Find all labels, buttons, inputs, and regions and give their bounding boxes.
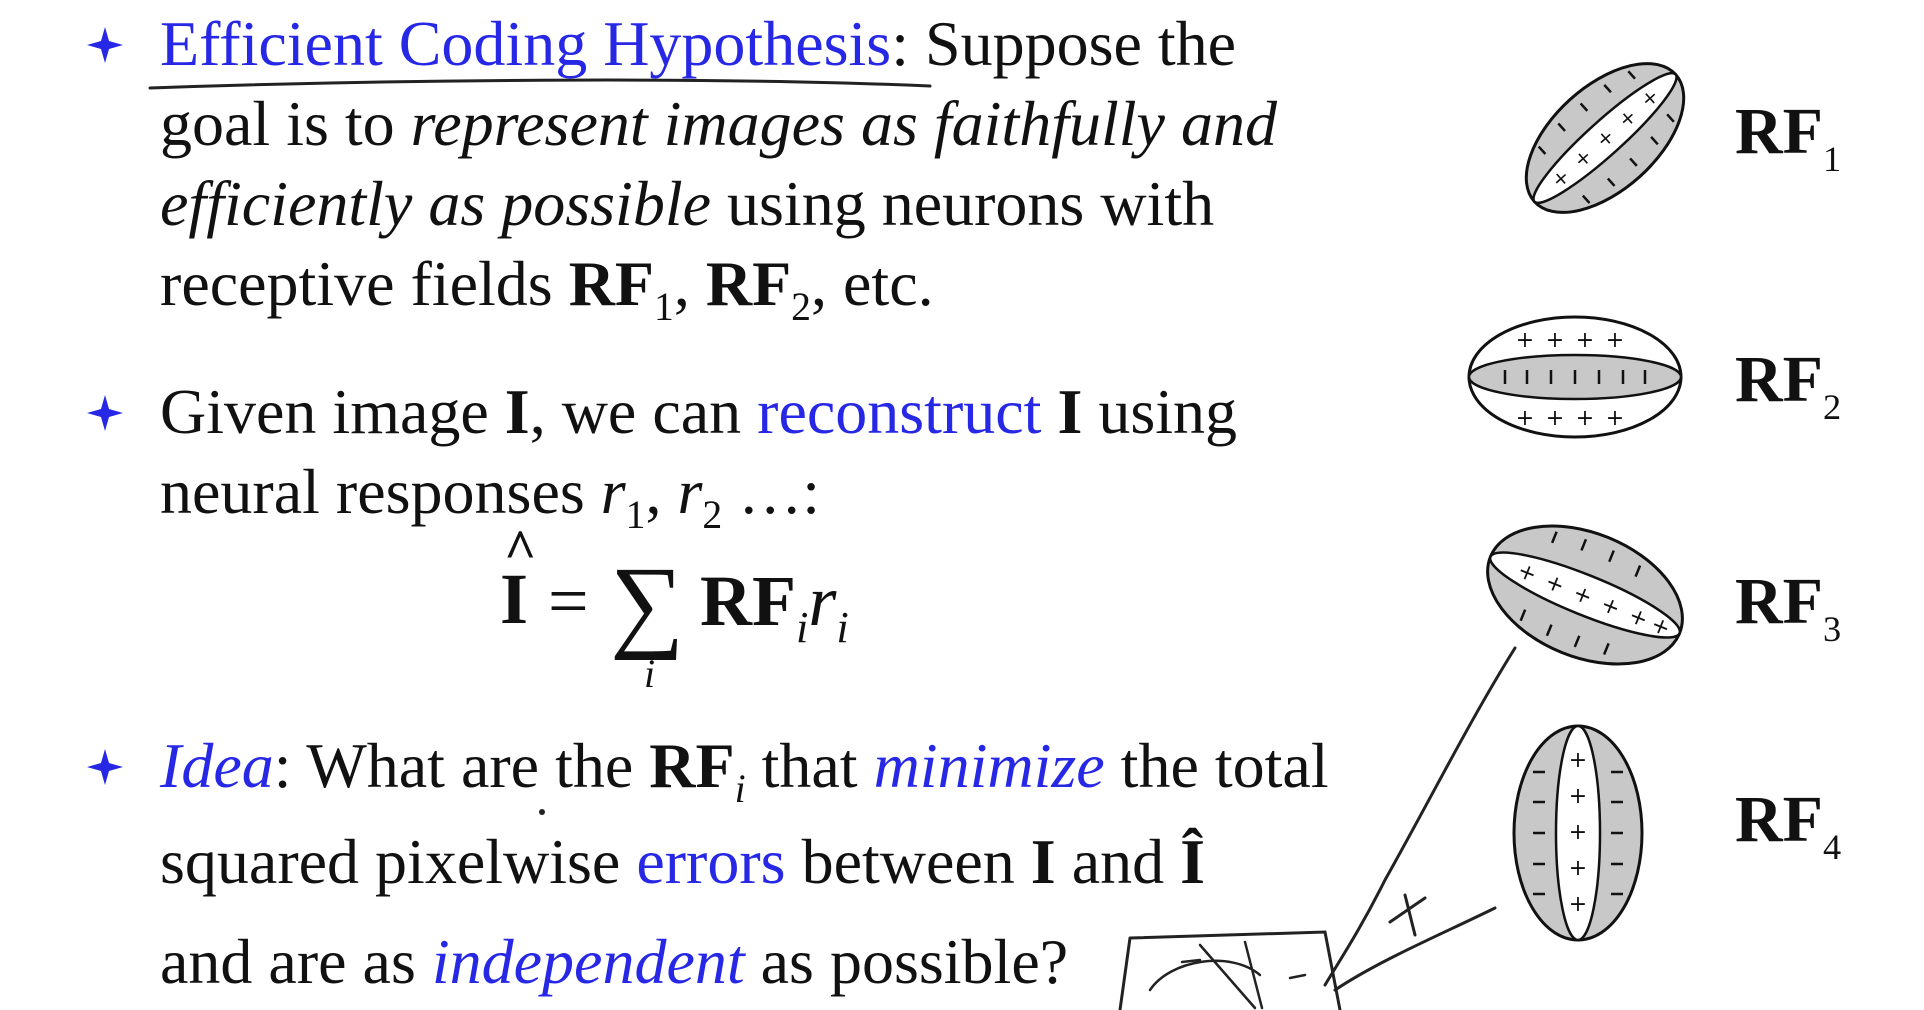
svg-text:+: +	[1568, 143, 1597, 173]
svg-text:+: +	[1597, 591, 1624, 622]
rf1-label: $RF_1$	[1735, 95, 1842, 180]
svg-text:+: +	[1545, 406, 1565, 431]
summation-symbol: ∑	[610, 546, 685, 661]
bullet2-line1: Given image I, we can reconstruct I using	[160, 376, 1238, 447]
svg-text:+: +	[1568, 820, 1588, 845]
rf3-label: $RF_3$	[1735, 565, 1842, 650]
rf2-label: $RF_2$	[1735, 343, 1842, 428]
equation-equals: =	[548, 561, 589, 641]
pointer-stroke	[1325, 648, 1515, 985]
bullet1-line3: efficiently as possible using neurons with	[160, 168, 1215, 239]
bullet1-line2: goal is to represent images as faithfully and	[160, 88, 1277, 159]
svg-text:+: +	[1624, 603, 1652, 634]
svg-text:+: +	[1575, 328, 1595, 353]
rf4-label: $RF_4$	[1735, 783, 1842, 868]
svg-text:+: +	[1590, 123, 1620, 153]
svg-text:+: +	[1647, 612, 1674, 643]
bullet1-line4: receptive fields $RF_1$, $RF_2$, etc.	[160, 248, 934, 330]
pointer-stroke-2	[1335, 908, 1495, 990]
bullet3-line1: Idea: What are the $RF_i$ that minimize the total	[160, 730, 1329, 812]
svg-text:+: +	[1569, 580, 1596, 611]
plus-sketch	[1390, 895, 1425, 935]
ink-dot	[539, 809, 545, 815]
svg-text:+: +	[1613, 103, 1642, 133]
scribble-sketch	[1150, 942, 1262, 1008]
svg-text:+: +	[1605, 328, 1625, 353]
summation-index: i	[644, 651, 656, 696]
svg-text:+: +	[1515, 406, 1535, 431]
svg-text:+: +	[1635, 83, 1664, 113]
equation-rhs: $RF_ir_i$	[700, 561, 849, 652]
equation-lhs: I	[500, 559, 529, 639]
svg-text:+: +	[1568, 892, 1588, 917]
bullet3-line3: and are as independent as possible?	[160, 926, 1069, 997]
svg-text:+: +	[1568, 748, 1588, 773]
svg-text:+: +	[1575, 406, 1595, 431]
underline-stroke	[150, 80, 930, 88]
bullet2-line2: neural responses $r_1$, $r_2$ …:	[160, 456, 821, 538]
bullet1-line1: Efficient Coding Hypothesis: Suppose the	[160, 8, 1237, 79]
efficient-coding-heading: Efficient Coding Hypothesis	[160, 8, 892, 79]
svg-text:+: +	[1545, 328, 1565, 353]
box-sketch	[1120, 932, 1340, 1010]
svg-text:+: +	[1541, 569, 1568, 600]
svg-text:+: +	[1568, 784, 1588, 809]
bullet3-line2: squared pixelwise errors between I and Î	[160, 826, 1205, 897]
svg-text:+: +	[1513, 558, 1541, 589]
svg-text:+: +	[1605, 406, 1625, 431]
svg-text:+: +	[1515, 328, 1535, 353]
svg-text:+: +	[1546, 163, 1575, 193]
equation-hat: ^	[504, 519, 537, 581]
svg-text:+: +	[1568, 856, 1588, 881]
